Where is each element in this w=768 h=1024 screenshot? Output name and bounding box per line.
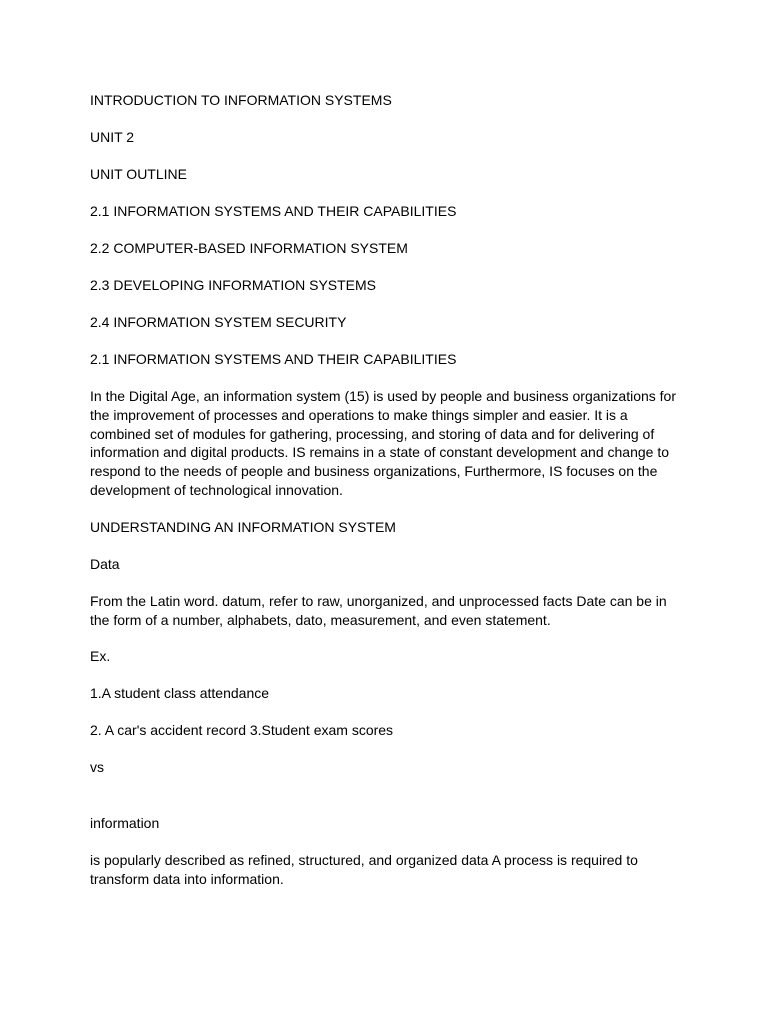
- paragraph-line: From the Latin word. datum, refer to raw, unorganized, and unprocessed facts Date can be in: [90, 592, 667, 609]
- example-label: Ex.: [90, 648, 111, 665]
- paragraph-line: information and digital products. IS remains in a state of constant development and change to: [90, 444, 670, 461]
- paragraph-line: the form of a number, alphabets, dato, measurement, and even statement.: [90, 611, 551, 628]
- outline-item: 2.2 COMPUTER-BASED INFORMATION SYSTEM: [90, 240, 408, 256]
- outline-item: 2.3 DEVELOPING INFORMATION SYSTEMS: [90, 277, 377, 293]
- intro-paragraph: [90, 387, 680, 500]
- example-item: 1.A student class attendance: [90, 685, 270, 702]
- understanding-heading: UNDERSTANDING AN INFORMATION SYSTEM: [90, 518, 396, 535]
- paragraph-line: respond to the needs of people and business organizations, Furthermore, IS focuses on the: [90, 463, 658, 480]
- document-title: INTRODUCTION TO INFORMATION SYSTEMS: [90, 92, 392, 108]
- paragraph-line: transform data into information.: [90, 871, 284, 888]
- information-heading: information: [90, 815, 160, 832]
- paragraph-line: combined set of modules for gathering, processing, and storing of data and for delivering of: [90, 425, 655, 442]
- paragraph-line: development of technological innovation.: [90, 481, 343, 498]
- data-paragraph: [90, 592, 680, 630]
- outline-item: 2.1 INFORMATION SYSTEMS AND THEIR CAPABILITIES: [90, 203, 457, 219]
- outline-heading: UNIT OUTLINE: [90, 166, 187, 182]
- outline-item: 2.4 INFORMATION SYSTEM SECURITY: [90, 314, 347, 330]
- section-heading: 2.1 INFORMATION SYSTEMS AND THEIR CAPABILITIES: [90, 351, 457, 367]
- paragraph-line: In the Digital Age, an information system (15) is used by people and business organizations for: [90, 388, 676, 404]
- paragraph-line: the improvement of processes and operations to make things simpler and easier. It is a: [90, 406, 628, 423]
- document-body: [90, 91, 680, 907]
- example-item: 2. A car's accident record 3.Student exam scores: [90, 722, 394, 739]
- data-heading: Data: [90, 555, 120, 572]
- information-paragraph: [90, 851, 680, 889]
- unit-label: UNIT 2: [90, 129, 135, 145]
- vs-label: vs: [90, 759, 104, 776]
- paragraph-line: is popularly described as refined, structured, and organized data A process is required to: [90, 852, 638, 869]
